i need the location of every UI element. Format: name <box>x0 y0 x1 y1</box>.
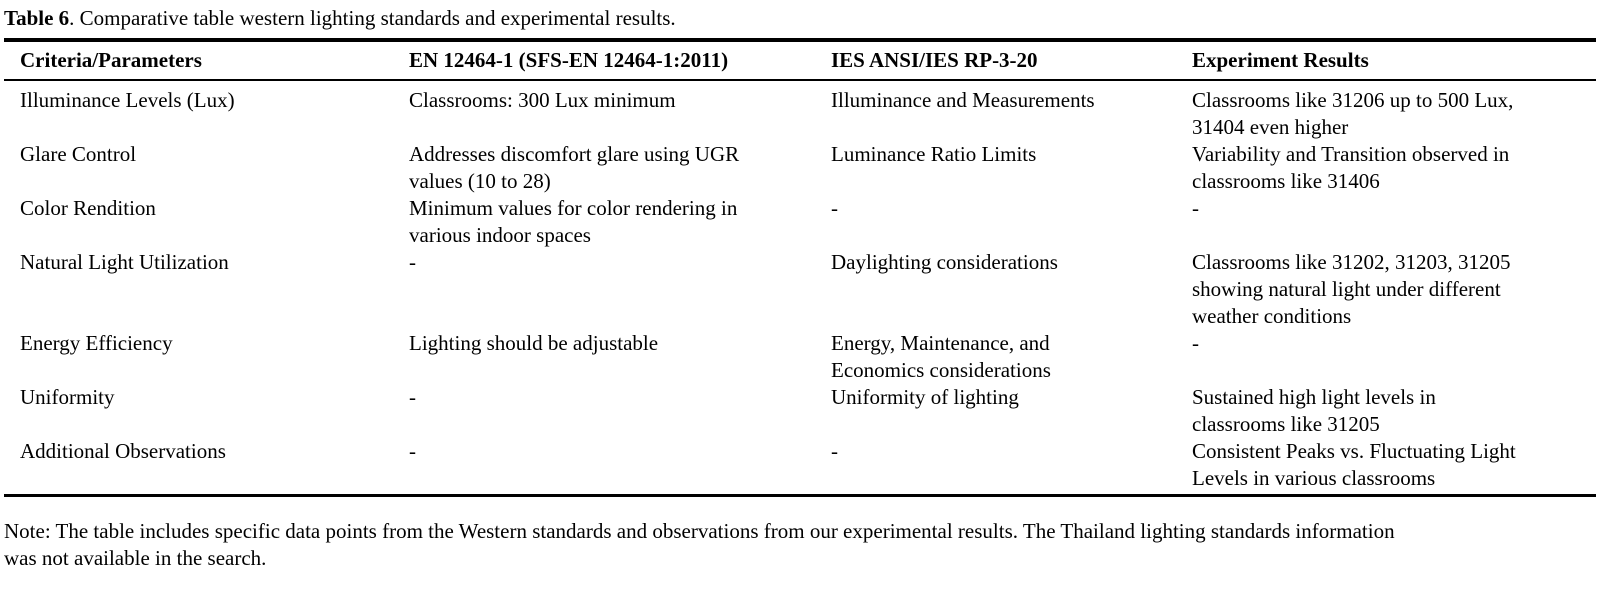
cell-line: Lighting should be adjustable <box>409 331 659 355</box>
table-row <box>4 384 1596 438</box>
cell-line: classrooms like 31406 <box>1192 169 1380 193</box>
cell-criteria <box>4 87 394 114</box>
cell-line: Addresses discomfort glare using UGR <box>409 142 740 166</box>
cell-en <box>394 249 814 276</box>
cell-line: - <box>1192 331 1199 355</box>
note-line: Note: The table includes specific data points from the Western standards and observations from our experimental results. The Thailand lighting standards information <box>4 519 1395 543</box>
table-caption <box>4 6 676 30</box>
cell-en <box>394 195 814 249</box>
cell-line: Levels in various classrooms <box>1192 466 1436 490</box>
cell-experiment <box>1189 195 1596 222</box>
cell-line: weather conditions <box>1192 304 1352 328</box>
cell-line: Illuminance Levels (Lux) <box>20 88 235 112</box>
cell-line: Luminance Ratio Limits <box>831 142 1037 166</box>
cell-line: - <box>409 385 416 409</box>
cell-line: Classrooms like 31202, 31203, 31205 <box>1192 250 1511 274</box>
cell-en <box>394 384 814 411</box>
cell-experiment <box>1189 249 1596 330</box>
table-body <box>4 81 1596 494</box>
cell-line: - <box>831 196 838 220</box>
cell-criteria <box>4 330 394 357</box>
table-row <box>4 330 1596 384</box>
cell-line: Energy, Maintenance, and <box>831 331 1050 355</box>
cell-criteria <box>4 141 394 168</box>
cell-line: - <box>409 250 416 274</box>
cell-criteria <box>4 249 394 276</box>
cell-en <box>394 141 814 195</box>
table-row <box>4 141 1596 195</box>
cell-line: Color Rendition <box>20 196 156 220</box>
cell-experiment <box>1189 141 1596 195</box>
cell-line: values (10 to 28) <box>409 169 551 193</box>
cell-line: various indoor spaces <box>409 223 591 247</box>
cell-experiment <box>1189 438 1596 492</box>
cell-line: Classrooms like 31206 up to 500 Lux, <box>1192 88 1514 112</box>
comparison-table <box>4 38 1596 497</box>
cell-criteria <box>4 384 394 411</box>
cell-line: Additional Observations <box>20 439 226 463</box>
cell-line: - <box>409 439 416 463</box>
table-row <box>4 87 1596 141</box>
cell-line: Classrooms: 300 Lux minimum <box>409 88 676 112</box>
cell-ies <box>814 87 1189 114</box>
cell-criteria <box>4 195 394 222</box>
cell-line: - <box>831 439 838 463</box>
cell-en <box>394 87 814 114</box>
cell-line: Minimum values for color rendering in <box>409 196 738 220</box>
cell-ies <box>814 249 1189 276</box>
cell-line: 31404 even higher <box>1192 115 1349 139</box>
cell-line: Variability and Transition observed in <box>1192 142 1510 166</box>
note-line: was not available in the search. <box>4 546 267 570</box>
header-experiment-results: Experiment Results <box>1192 47 1369 72</box>
cell-line: Illuminance and Measurements <box>831 88 1095 112</box>
cell-ies <box>814 195 1189 222</box>
cell-line: Glare Control <box>20 142 137 166</box>
cell-ies <box>814 438 1189 465</box>
cell-experiment <box>1189 384 1596 438</box>
header-en-12464: EN 12464-1 (SFS-EN 12464-1:2011) <box>409 47 729 72</box>
table-caption-text: . Comparative table western lighting standards and experimental results. <box>69 6 676 30</box>
cell-ies <box>814 330 1189 384</box>
cell-line: - <box>1192 196 1199 220</box>
cell-en <box>394 438 814 465</box>
cell-line: Economics considerations <box>831 358 1051 382</box>
cell-line: Consistent Peaks vs. Fluctuating Light <box>1192 439 1516 463</box>
table-row <box>4 438 1596 492</box>
cell-criteria <box>4 438 394 465</box>
cell-line: Uniformity <box>20 385 115 409</box>
header-criteria: Criteria/Parameters <box>20 47 202 72</box>
cell-line: Energy Efficiency <box>20 331 173 355</box>
cell-line: Natural Light Utilization <box>20 250 229 274</box>
table-row <box>4 195 1596 249</box>
table-caption-label: Table 6 <box>4 6 70 30</box>
cell-en <box>394 330 814 357</box>
header-ies-rp-3-20: IES ANSI/IES RP-3-20 <box>831 47 1038 72</box>
cell-line: classrooms like 31205 <box>1192 412 1380 436</box>
table-header-row <box>4 42 1596 81</box>
cell-line: Sustained high light levels in <box>1192 385 1436 409</box>
cell-ies <box>814 141 1189 168</box>
table-note <box>4 518 1594 572</box>
cell-experiment <box>1189 330 1596 357</box>
cell-ies <box>814 384 1189 411</box>
cell-experiment <box>1189 87 1596 141</box>
cell-line: showing natural light under different <box>1192 277 1501 301</box>
cell-line: Daylighting considerations <box>831 250 1058 274</box>
cell-line: Uniformity of lighting <box>831 385 1019 409</box>
table-row <box>4 249 1596 330</box>
